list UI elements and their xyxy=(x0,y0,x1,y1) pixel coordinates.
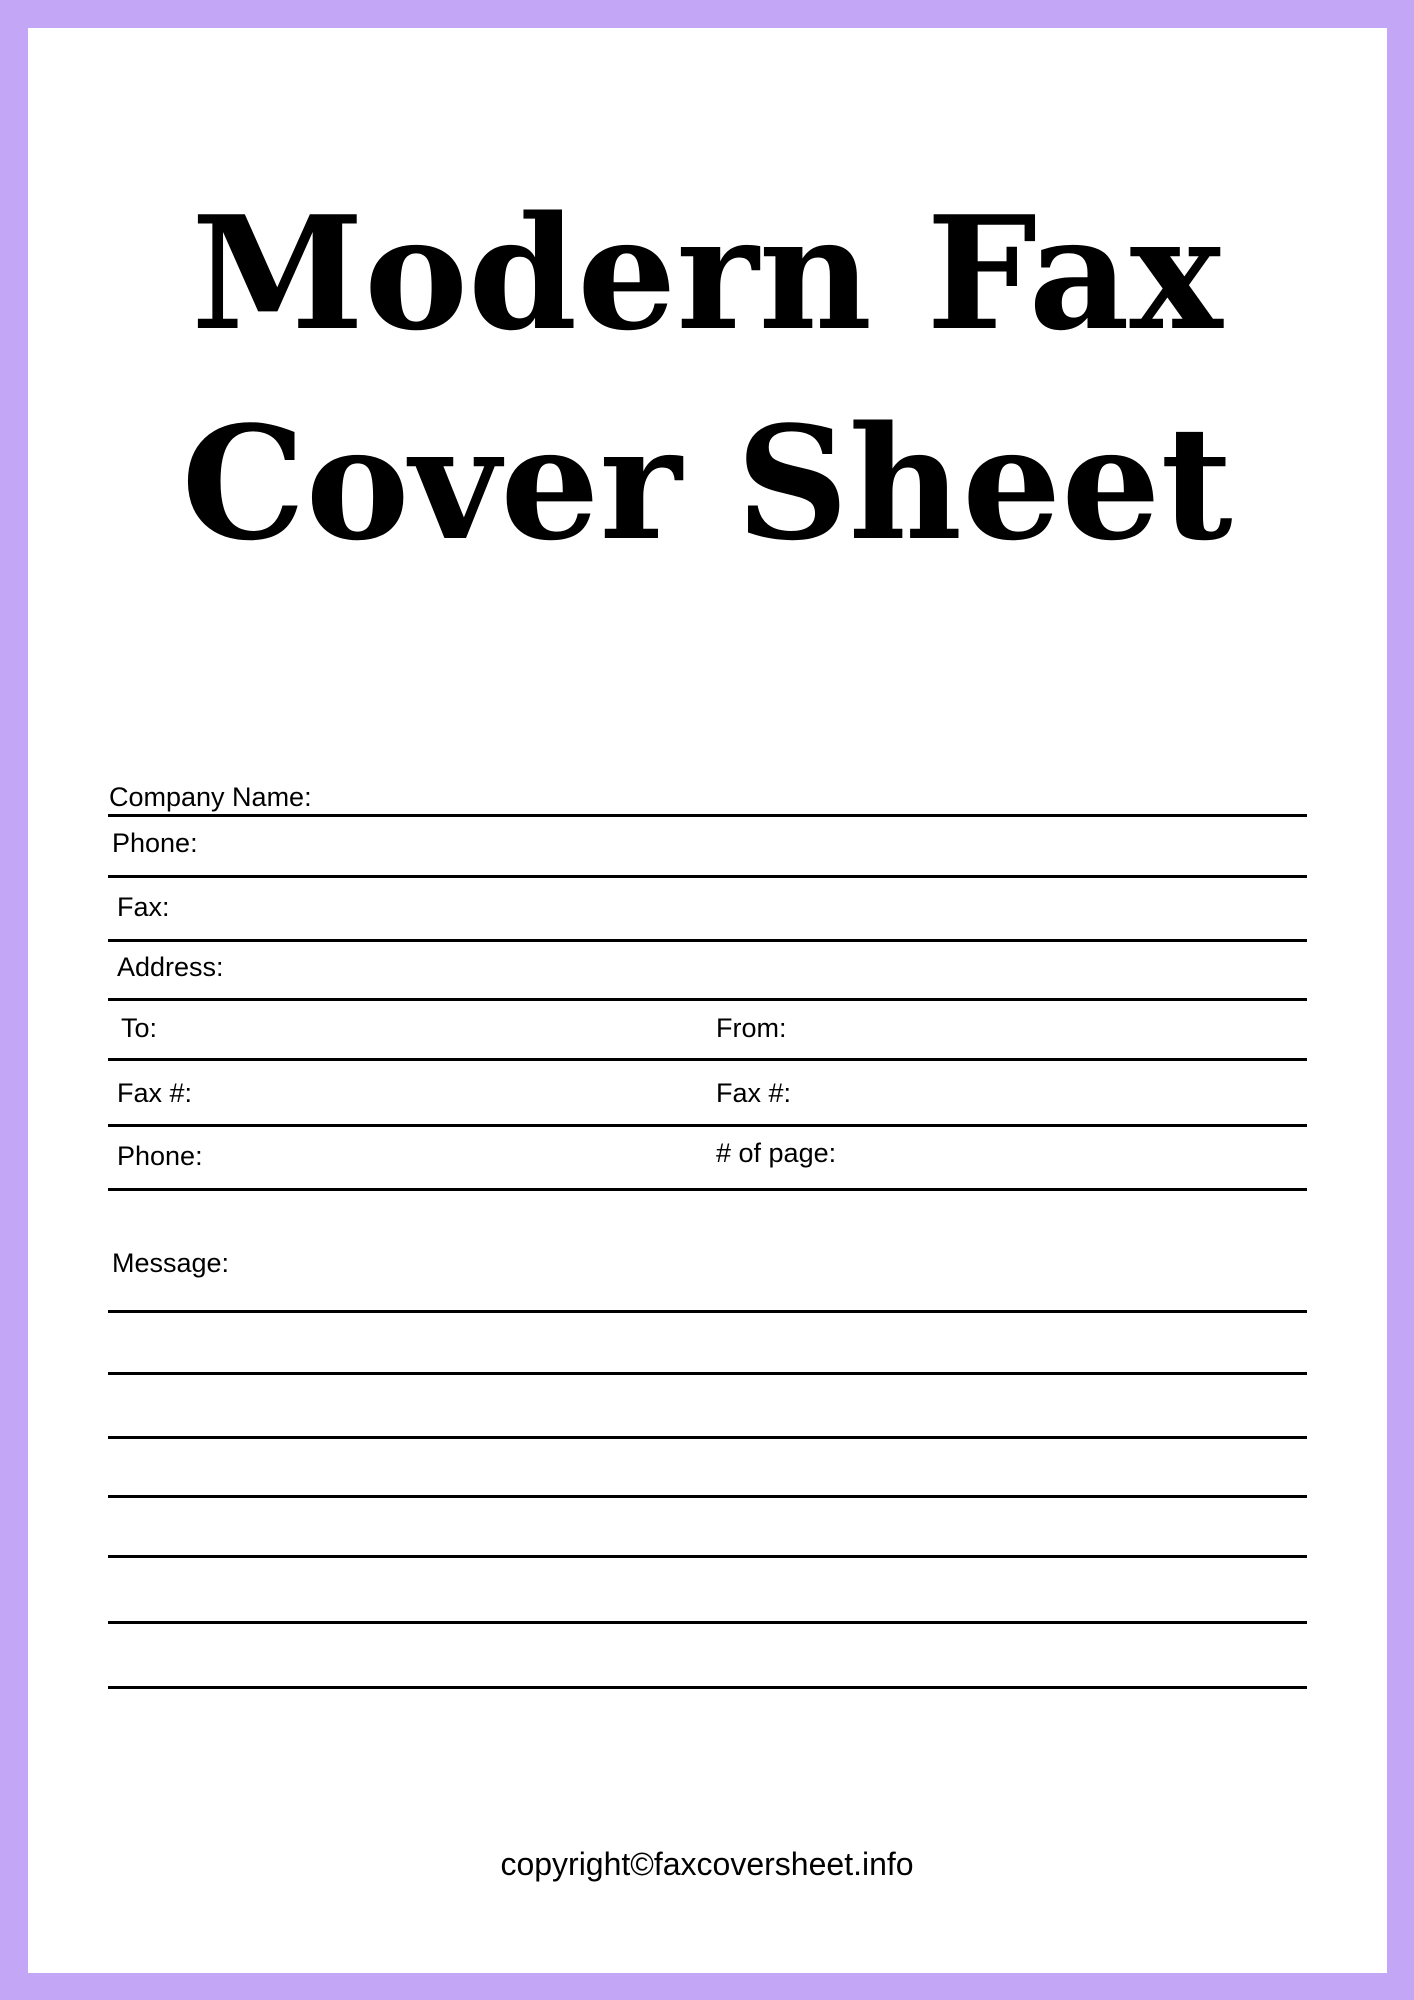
message-line xyxy=(108,1621,1307,1624)
from-fax-label: Fax #: xyxy=(716,1078,792,1108)
message-line xyxy=(108,1372,1307,1375)
pages-label: # of page: xyxy=(716,1138,837,1168)
to-phone-label: Phone: xyxy=(117,1141,203,1171)
message-line xyxy=(108,1436,1307,1439)
message-line xyxy=(108,1310,1307,1313)
message-line xyxy=(108,1495,1307,1498)
title-line-1: Modern Fax xyxy=(191,182,1223,365)
fax-number-line xyxy=(108,1124,1307,1127)
to-from-line xyxy=(108,1058,1307,1061)
phone-pages-line xyxy=(108,1188,1307,1191)
phone-line xyxy=(108,875,1307,878)
fax-label: Fax: xyxy=(117,892,170,922)
fax-line xyxy=(108,939,1307,942)
message-line xyxy=(108,1555,1307,1558)
message-line xyxy=(108,1686,1307,1689)
address-line xyxy=(108,998,1307,1001)
phone-label: Phone: xyxy=(112,828,198,858)
copyright-footer: copyright©faxcoversheet.info xyxy=(500,1846,914,1882)
company-name-line xyxy=(108,814,1307,817)
from-label: From: xyxy=(716,1013,787,1043)
message-label: Message: xyxy=(112,1248,230,1278)
title-line-2: Cover Sheet xyxy=(181,392,1233,575)
company-name-label: Company Name: xyxy=(109,782,312,812)
to-label: To: xyxy=(121,1013,158,1043)
to-fax-label: Fax #: xyxy=(117,1078,193,1108)
address-label: Address: xyxy=(117,952,224,982)
